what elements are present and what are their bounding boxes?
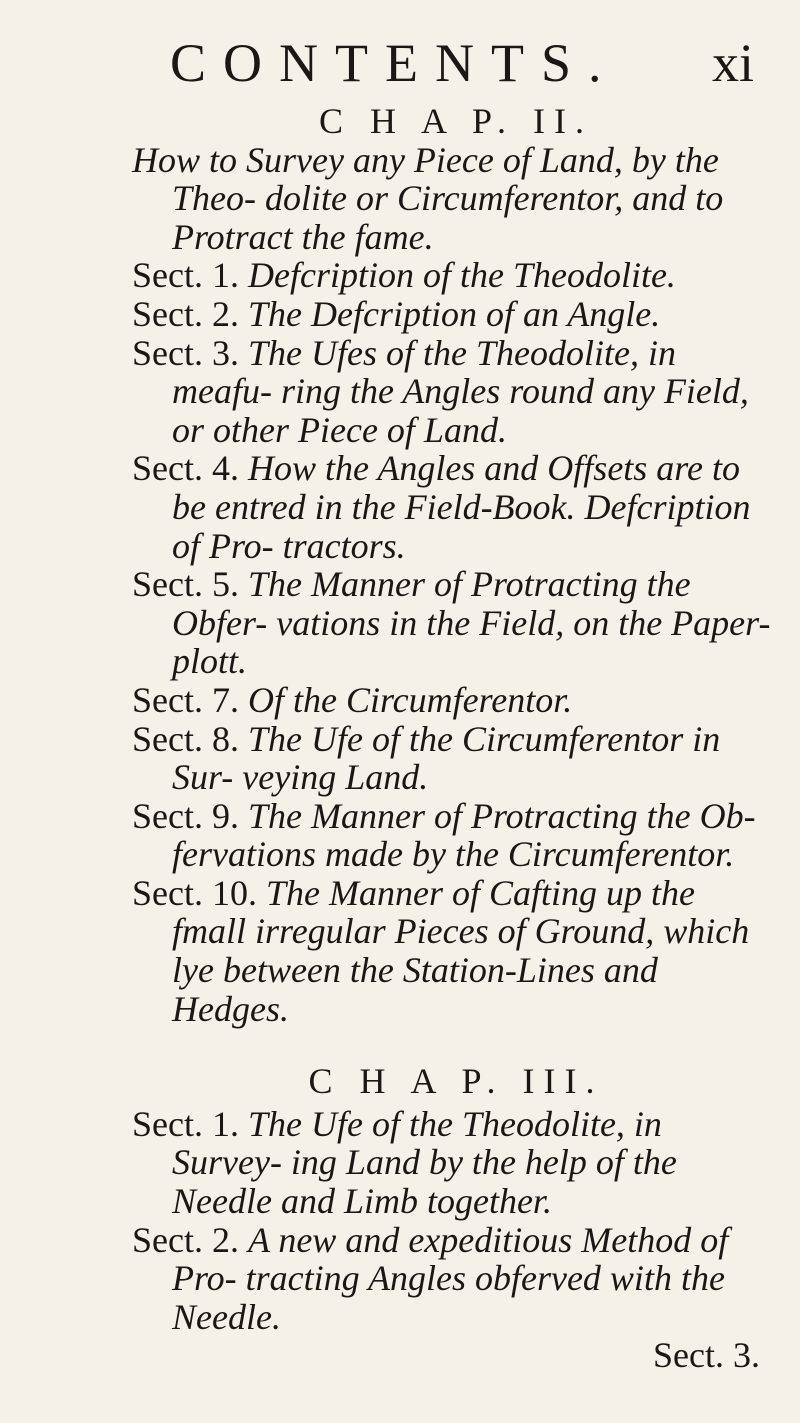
section-label: Sect. 1. <box>132 255 239 296</box>
section-entry <box>132 874 772 1028</box>
section-label: Sect. 10. <box>132 872 257 913</box>
section-title: The Ufe of the Circumferentor in Sur- veying Land. <box>172 718 721 798</box>
chapter-intro: How to Survey any Piece of Land, by the Theo- dolite or Circumferentor, and to Protract the fame. <box>132 139 724 257</box>
section-label: Sect. 2. <box>132 293 239 334</box>
section-title: The Ufes of the Theodolite, in meafu- ring the Angles round any Field, or other Piece of Land. <box>172 332 749 450</box>
section-title: The Defcription of an Angle. <box>247 293 661 334</box>
section-title: How the Angles and Offsets are to be entred in the Field-Book. Defcription of Pro- tractors. <box>172 448 751 566</box>
section-entry <box>132 295 772 334</box>
section-entry <box>132 256 772 295</box>
section-title: The Manner of Cafting up the fmall irregular Pieces of Ground, which lye between the Station-Lines and Hedges. <box>172 872 750 1029</box>
section-label: Sect. 9. <box>132 795 239 836</box>
section-entry <box>132 681 772 720</box>
section-label: Sect. 2. <box>132 1219 239 1260</box>
section-label: Sect. 1. <box>132 1103 239 1144</box>
section-entry <box>132 565 772 681</box>
chapter-heading: C H A P. III. <box>308 1061 604 1102</box>
section-title: Defcription of the Theodolite. <box>247 255 676 296</box>
section-entry <box>132 1105 772 1221</box>
section-entry <box>132 797 772 874</box>
section-entry <box>132 1221 772 1337</box>
running-title: CONTENTS. <box>170 33 619 93</box>
section-title: The Manner of Protracting the Ob- fervations made by the Circumferentor. <box>172 795 756 875</box>
section-title: The Manner of Protracting the Obfer- vations in the Field, on the Paper-plott. <box>172 564 771 682</box>
section-label: Sect. 3. <box>132 332 239 373</box>
section-entry <box>132 449 772 565</box>
section-title: Of the Circumferentor. <box>247 679 573 720</box>
chapter-heading: C H A P. II. <box>318 101 594 141</box>
section-entry <box>132 720 772 797</box>
section-label: Sect. 4. <box>132 448 239 489</box>
section-label: Sect. 5. <box>132 564 239 605</box>
section-label: Sect. 8. <box>132 718 239 759</box>
catchword: Sect. 3. <box>653 1335 760 1376</box>
page-number: xi <box>712 33 755 93</box>
page-header <box>0 28 800 98</box>
section-label: Sect. 7. <box>132 679 239 720</box>
section-title: The Ufe of the Theodolite, in Survey- ing Land by the help of the Needle and Limb together. <box>172 1103 677 1222</box>
section-entry <box>132 334 772 450</box>
contents-body <box>132 102 772 1375</box>
section-title: A new and expeditious Method of Pro- tracting Angles obferved with the Needle. <box>172 1219 729 1337</box>
